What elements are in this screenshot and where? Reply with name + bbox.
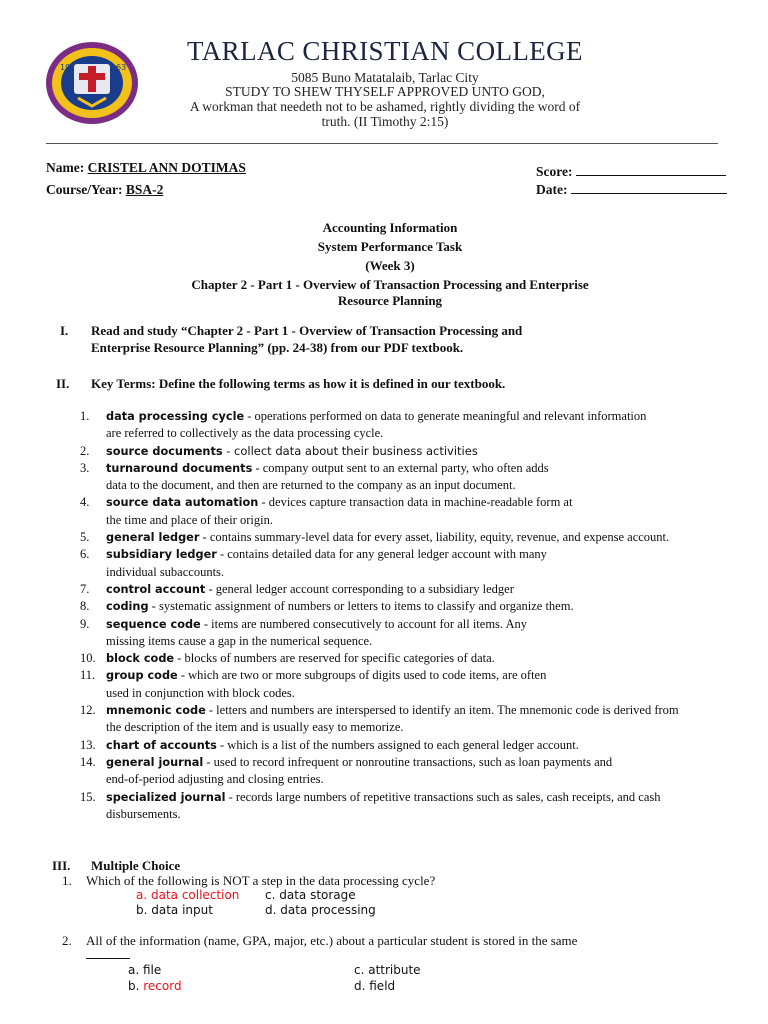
college-name: TARLAC CHRISTIAN COLLEGE (187, 36, 583, 66)
logo-year-left: 19 (60, 63, 71, 72)
key-term-definition: - operations performed on data to generate meaningful and relevant information (244, 409, 647, 423)
score-label: Score: (536, 164, 573, 179)
key-term-definition: - systematic assignment of numbers or letters to items to classify and organize them. (148, 599, 574, 614)
key-term-name: block code (106, 652, 175, 666)
key-term-definition-continued: individual subaccounts. (106, 564, 225, 579)
q2-option-c: c. attribute (354, 963, 421, 977)
title-block (90, 218, 690, 310)
key-term-item (80, 789, 730, 824)
key-term-definition-continued: data to the document, and then are returned to the company as an input document. (106, 478, 516, 493)
key-term-number: 14. (80, 754, 96, 769)
key-term-item (80, 408, 730, 443)
key-term-number: 6. (80, 547, 90, 562)
key-term-definition-continued: the time and place of their origin. (106, 512, 273, 527)
score-row (536, 164, 726, 180)
q1-text: Which of the following is NOT a step in the data processing cycle? (86, 873, 436, 888)
key-term-name: sequence code (106, 617, 201, 631)
key-term-definition: - contains summary-level data for every asset, liability, equity, revenue, and expense account. (199, 530, 670, 545)
section-1-numeral: I. (60, 323, 69, 338)
key-term-definition-continued: disbursements. (106, 806, 181, 821)
title-line-2: System Performance Task (317, 239, 463, 254)
key-term-item (80, 460, 730, 495)
section-2-heading: Key Terms: Define the following terms as how it is defined in our textbook. (91, 376, 506, 391)
key-term-number: 9. (80, 616, 90, 631)
motto-line-1: STUDY TO SHEW THYSELF APPROVED UNTO GOD, (225, 84, 545, 99)
key-term-name: source documents (106, 444, 223, 458)
key-term-definition: - company output sent to an external party, who often adds (252, 460, 549, 475)
key-term-line (106, 408, 730, 425)
key-term-name: general journal (106, 755, 204, 769)
key-term-item (80, 667, 730, 702)
key-term-line (106, 702, 730, 719)
section-3-heading: Multiple Choice (91, 858, 181, 873)
name-value: CRISTEL ANN DOTIMAS (87, 160, 246, 175)
key-term-number: 15. (80, 789, 96, 804)
q2-option-d: d. field (354, 979, 396, 993)
motto-line-3: truth. (II Timothy 2:15) (321, 114, 449, 129)
key-term-line (106, 754, 730, 771)
key-term-name: control account (106, 582, 206, 596)
key-term-item (80, 529, 730, 546)
key-term-definition: - which are two or more subgroups of digits used to code items, are often (177, 668, 547, 683)
key-term-name: mnemonic code (106, 704, 206, 718)
key-term-line (106, 443, 730, 460)
q2-answer-blank (86, 958, 130, 959)
key-term-line (106, 460, 730, 477)
key-term-definition: - contains detailed data for any general ledger account with many (216, 547, 547, 562)
key-term-definition: - letters and numbers are interspersed to identify an item. The mnemonic code is derived from (205, 703, 679, 718)
q2-number: 2. (62, 933, 72, 948)
key-term-name: data processing cycle (106, 410, 245, 423)
q1-option-d: d. data processing (265, 903, 376, 917)
section-1-line-2: Enterprise Resource Planning” (pp. 24-38) from our PDF textbook. (91, 340, 464, 355)
key-term-definition: - devices capture transaction data in machine-readable form at (258, 495, 573, 510)
key-term-item (80, 737, 730, 754)
header-rule (46, 143, 718, 144)
key-term-line (106, 529, 730, 546)
name-row (46, 160, 246, 176)
key-term-name: specialized journal (106, 790, 226, 804)
key-term-item (80, 598, 730, 615)
key-term-number: 13. (80, 737, 96, 752)
title-line-3: (Week 3) (365, 258, 415, 273)
key-term-definition-continued: missing items cause a gap in the numerical sequence. (106, 633, 373, 648)
key-term-name: chart of accounts (106, 738, 217, 752)
q2-option-b-answer: record (143, 979, 182, 993)
key-term-item (80, 443, 730, 460)
key-term-definition: - general ledger account corresponding to a subsidiary ledger (205, 581, 514, 596)
key-term-item (80, 616, 730, 651)
title-line-1: Accounting Information (322, 220, 458, 235)
key-term-definition-continued: used in conjunction with block codes. (106, 685, 295, 700)
key-term-line (106, 598, 730, 615)
q1-option-c: c. data storage (265, 888, 356, 902)
section-2-numeral: II. (56, 376, 70, 391)
key-term-line (106, 789, 730, 806)
course-label: Course/Year: (46, 182, 123, 197)
course-row (46, 182, 163, 198)
title-line-4: Chapter 2 - Part 1 - Overview of Transaction Processing and Enterprise (191, 277, 589, 292)
key-term-number: 4. (80, 495, 90, 510)
key-term-name: turnaround documents (106, 461, 253, 475)
key-term-item (80, 581, 730, 598)
key-term-number: 7. (80, 581, 90, 596)
key-term-item (80, 650, 730, 667)
date-row (536, 182, 727, 198)
key-term-line (106, 737, 730, 754)
key-term-number: 2. (80, 443, 90, 458)
key-term-number: 11. (80, 668, 96, 683)
key-term-name: general ledger (106, 531, 200, 545)
key-term-number: 3. (80, 460, 90, 475)
q2-option-a: a. file (128, 963, 162, 977)
logo-year-right: 63 (116, 63, 127, 72)
name-label: Name: (46, 160, 85, 175)
key-term-line (106, 581, 730, 598)
key-term-definition-continued: end-of-period adjusting and closing entries. (106, 772, 324, 787)
key-term-line (106, 546, 730, 563)
score-blank (576, 175, 726, 176)
key-term-number: 10. (80, 651, 96, 666)
key-term-name: group code (106, 669, 178, 683)
section-3-numeral: III. (52, 858, 71, 873)
title-line-5: Resource Planning (337, 293, 443, 308)
key-term-definition: - which is a list of the numbers assigned to each general ledger account. (216, 737, 579, 752)
key-term-line (106, 667, 730, 684)
q1-number: 1. (62, 873, 72, 888)
key-term-number: 5. (80, 530, 90, 545)
key-term-item (80, 702, 730, 737)
college-address: 5085 Buno Matatalaib, Tarlac City (291, 70, 479, 85)
key-term-line (106, 494, 730, 511)
key-term-definition: - used to record infrequent or nonroutine transactions, such as loan payments and (203, 754, 613, 769)
q2-option-b-prefix: b. (128, 979, 144, 993)
q1-option-b: b. data input (136, 903, 213, 917)
key-term-definition: - blocks of numbers are reserved for specific categories of data. (174, 651, 495, 666)
section-1-line-1: Read and study “Chapter 2 - Part 1 - Overview of Transaction Processing and (91, 323, 523, 338)
date-blank (571, 193, 727, 194)
course-value: BSA-2 (125, 182, 164, 197)
key-terms-list (80, 408, 730, 823)
key-term-name: subsidiary ledger (106, 548, 217, 562)
key-term-number: 8. (80, 599, 90, 614)
q2-option-b (128, 979, 182, 993)
key-term-definition-continued: the description of the item and is usually easy to memorize. (106, 720, 404, 735)
key-term-number: 1. (80, 409, 90, 423)
key-term-item (80, 546, 730, 581)
key-term-line (106, 616, 730, 633)
key-term-definition-continued: are referred to collectively as the data processing cycle. (106, 426, 384, 441)
key-term-number: 12. (80, 703, 96, 718)
key-term-definition: - items are numbered consecutively to account for all items. Any (200, 616, 528, 631)
date-label: Date: (536, 182, 568, 197)
key-term-item (80, 494, 730, 529)
college-seal-logo (44, 40, 140, 126)
q1-option-a-answer: a. data collection (136, 888, 240, 902)
motto-line-2: A workman that needeth not to be ashamed, rightly dividing the word of (189, 99, 581, 114)
key-term-name: coding (106, 600, 149, 614)
key-term-name: source data automation (106, 496, 259, 510)
key-term-item (80, 754, 730, 789)
section-1-instructions (91, 322, 522, 356)
key-term-definition: - records large numbers of repetitive transactions such as sales, cash receipts, and cash (225, 789, 661, 804)
q2-text: All of the information (name, GPA, major, etc.) about a particular student is stored in the same (86, 933, 578, 948)
key-term-definition: - collect data about their business activities (222, 443, 478, 458)
key-term-line (106, 650, 730, 667)
